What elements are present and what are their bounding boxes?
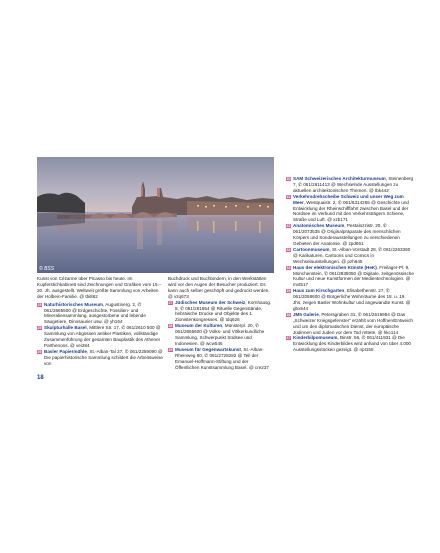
list-item: 32 Anatomisches Museum, Pestalozzistr. 20, ✆ 061/2073535 @ Originalpräparate des menschlichen Körpers und Sonderausstellungen zu verschiedenen Gebieten der Anatomie. @ zpd661 <box>286 223 401 246</box>
list-item: 29 Museum für Gegenwartskunst, St.-Alban-Rheinweg 60, ✆ 061/2728282 @ Teil der Emanuel-Hoffmann-Stiftung und der Öffentlichen Kunstsammlung Basel. @ cre237 <box>168 346 269 370</box>
page-number: 18 <box>37 375 44 381</box>
list-item: 24 Naturhistorisches Museum, Augustinerg. 2, ✆ 061/2665500 @ Erdgeschichte, Fossilien- und Mineraliensammlung, ausgestorbene und lebende Säugetiere, Dinosaurier usw. @ yh164 <box>37 301 146 325</box>
entry-title: Kinderbilpomuseum <box>293 335 338 341</box>
entry-title: SAM Schweizerisches Architekturmuseum <box>293 176 386 181</box>
list-item: 25 Skulpturhalle Basel, Mittlere Str. 17, ✆ 061/2610 500 @ Sammlung von Abgüssen antiker Plastiken, vollständige Zusammenführung der gesamten Bauplastik des Athener Parthenons. @ vei284 <box>37 325 161 348</box>
entry-text: , Freilager-Pl. 9, Münchenstein, ✆ 061/2835050 @ Digitale, zeitgenössische Kultur und neue Kunstformen der Medientechnologien. @ mvt517 <box>293 264 414 288</box>
photo-credit: © BSS <box>39 266 55 272</box>
list-item: 37 Kinderbilpomuseum, Binstr. 56, ✆ 061/411931 @ Die Entwicklung des Kinderbildes wird anhand von über 4.000 Ausstellungsstücken gezeigt. @ npt155 <box>286 335 411 353</box>
entry-title: Anatomisches Museum <box>293 223 345 229</box>
list-item: 33 Cartoonmuseum, St.-Alban-Vorstadt 28, ✆ 061/2263360 @ Karikaturen, Cartoons und Comics in Wechselausstellungen. @ pzh645 <box>286 246 411 264</box>
entry-text: , Westquaistr. 2, ✆ 061/6314265 @ Geschichte und Entwicklung der Rheinschifffahrt zwischen Basel und der Nordsee im Verbund mit den Verkehrsträgern Schiene, Straße und Luft. @ xzb171 <box>293 199 409 223</box>
entry-text: , St.-Alban-Vorstadt 28, ✆ 061/2263360 @ Karikaturen, Cartoons und Comics in Wechselausstellungen. @ pzh645 <box>293 246 411 264</box>
text-column-3 <box>286 176 414 353</box>
continued-paragraph: Kunst von Cézanne über Picasso bis heute. Im Kupferstichkabinett sind Zeichnungen und Grafiken vom 15.–20. Jh. ausgestellt. Weltweit größte Sammlung von Arbeiten der Holbein-Familie. @ tbi862 <box>37 276 162 299</box>
list-item: 28 Museum der Kulturen, Münsterpl. 20, ✆ 061/2665600 @ Volks- und Völkerkundliche Sammlung, Schwerpunkt Südsee und Indonesien. @ wcw545 <box>168 323 265 346</box>
entry-text: , Steinenberg 7, ✆ 061/2611413 @ Wechselnde Ausstellungen zu aktuellen architektonischen Themen. @ tbk442 <box>293 176 414 193</box>
list-item: 35 Haus zum Kirschgarten, Elisabethenstr. 27, ✆ 061/2058600 @ Bürgerliche Wohnräume des 18. u. 19. Jhs, zeigen Basler Wohnkultur und angewandte Kunst. @ gbx544 <box>286 288 411 311</box>
text-column-2 <box>168 276 274 371</box>
entry-title: Cartoonmuseum <box>293 246 330 252</box>
entry-title: JM5 Galerie <box>293 311 319 317</box>
entry-text: , Petersgraben 31, ✆ 061/2619954 @ Das „Schweizer Kriegsgefenster“ erzählt vom Hoffnen/Entweich und um den diplomatischen Dienst, der europäische Jüdinnen und Juden vor dem Tod rettete. @ hkc114 <box>293 311 413 335</box>
entry-text: , Münsterpl. 20, ✆ 061/2665600 @ Volks- und Völkerkundliche Sammlung, Schwerpunkt Südsee und Indonesien. @ wcw545 <box>175 323 265 346</box>
entry-title: Naturhistorisches Museum <box>44 301 103 307</box>
entry-title: Museum für Gegenwartskunst <box>175 346 241 352</box>
entry-text: , Binstr. 56, ✆ 061/411931 @ Die Entwicklung des Kinderbildes wird anhand von über 4.000 Ausstellungsstücken gezeigt. @ npt155 <box>293 335 411 353</box>
entry-text: , Augustinerg. 2, ✆ 061/2665500 @ Erdgeschichte, Fossilien- und Mineraliensammlung, ausgestorbene und lebende Säugetiere, Dinosaurier usw. @ yh164 <box>44 301 146 325</box>
entry-title: Haus zum Kirschgarten <box>293 288 345 294</box>
continued-paragraph: Buchdruck und Buchbindern, in den Werkstätten wird vor den Augen der Besucher produziert. Es kann auch selber geschöpft und gedruckt werden. @ vzq673 <box>168 276 270 299</box>
entry-title: Museum der Kulturen <box>175 323 223 329</box>
list-item: 36 JM5 Galerie, Petersgraben 31, ✆ 061/2619954 @ Das „Schweizer Kriegsgefenster“ erzählt vom Hoffnen/Entweich und um den diplomatischen Dienst, der europäische Jüdinnen und Juden vor dem Tod rettete. @ hkc114 <box>286 311 413 335</box>
list-item: 31 Verkehrsdrehscheibe Schweiz und unser Weg zum Meer, Westquaistr. 2, ✆ 061/6314265 @ Geschichte und Entwicklung der Rheinschifffahrt zwischen Basel und der Nordsee im Verbund mit den Verkehrsträgern Schiene, Straße und Luft. @ xzb171 <box>286 193 409 223</box>
entry-text: , Kornhausg. 8, ✆ 061/261954 @ Rituelle Gegenstände, hebräische Drucke und Objekte des 1. Zionistenkongresses. @ tdq626 <box>175 299 272 323</box>
entry-title: Verkehrsdrehscheibe Schweiz und unser Weg zum Meer <box>293 193 404 205</box>
entry-title: Skulpturhalle Basel <box>44 325 87 331</box>
entry-title: Haus der elektronischen Künste (HeK) <box>293 264 377 270</box>
list-item: 34 Haus der elektronischen Künste (HeK), Freilager-Pl. 9, Münchenstein, ✆ 061/2835050 @ Digitale, zeitgenössische Kultur und neue Kunstformen der Medientechnologien. @ mvt517 <box>286 264 414 288</box>
text-column-1 <box>37 276 163 367</box>
entry-text: , Pestalozzistr. 20, ✆ 061/2073535 @ Originalpräparate des menschlichen Körpers und Sonderausstellungen zu verschiedenen Gebieten der Anatomie. @ zpd661 <box>293 223 401 246</box>
list-item: 27 Jüdisches Museum der Schweiz, Kornhausg. 8, ✆ 061/261954 @ Rituelle Gegenstände, hebräische Drucke und Objekte des 1. Zionistenkongresses. @ tdq626 <box>168 299 272 323</box>
entry-title: Basler Papiermühle <box>44 348 87 354</box>
list-item: 26 Basler Papiermühle, St.-Alban-Tal 37, ✆ 061/2259090 @ Die papierhistorische Sammlung schildert die Arbeitsweise von <box>37 348 163 366</box>
rhine-bridge-photo <box>37 157 274 273</box>
entry-title: Jüdisches Museum der Schweiz <box>175 299 246 305</box>
entry-text: , Elisabethenstr. 27, ✆ 061/2058600 @ Bürgerliche Wohnräume des 18. u. 19. Jhs, zeigen Basler Wohnkultur und angewandte Kunst. @ gbx544 <box>293 288 411 311</box>
basel-cityscape-image <box>37 157 274 273</box>
entry-text: , St.-Alban-Tal 37, ✆ 061/2259090 @ Die papierhistorische Sammlung schildert die Arbeitsweise von <box>44 348 163 366</box>
list-item: 30 SAM Schweizerisches Architekturmuseum, Steinenberg 7, ✆ 061/2611413 @ Wechselnde Ausstellungen zu aktuellen architektonischen Themen. @ tbk442 <box>286 176 414 193</box>
entry-text: , St.-Alban-Rheinweg 60, ✆ 061/2728282 @ Teil der Emanuel-Hoffmann-Stiftung und der Öffentlichen Kunstsammlung Basel. @ cre237 <box>175 346 269 370</box>
entry-text: , Mittlere Str. 17, ✆ 061/2610 500 @ Sammlung von Abgüssen antiker Plastiken, vollständige Zusammenführung der gesamten Bauplastik des Athener Parthenons. @ vei284 <box>44 325 161 348</box>
